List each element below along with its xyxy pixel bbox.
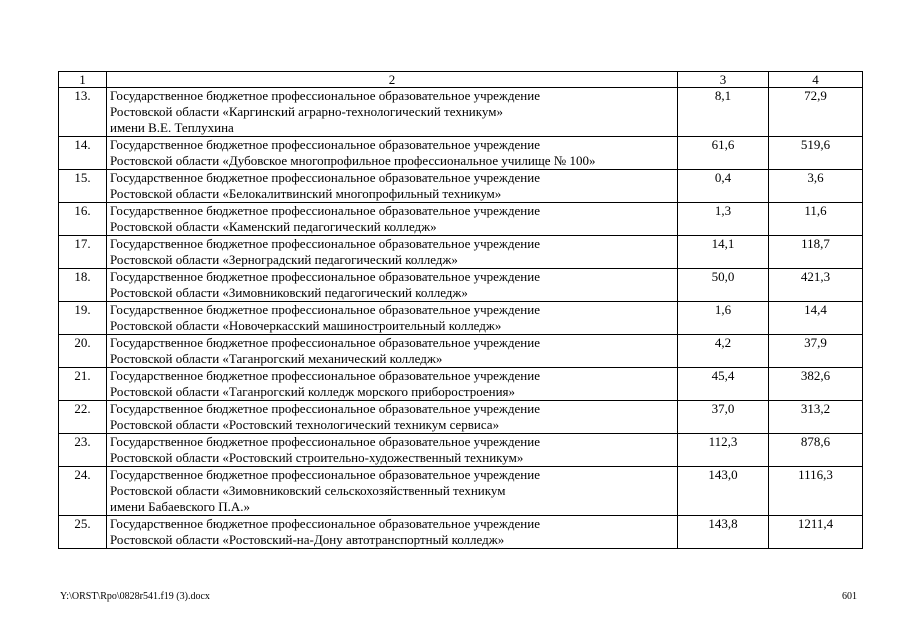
institution-name-line: Ростовской области «Зимовниковский сельскохозяйственный техникум [110, 483, 506, 498]
row-number-cell: 19. [59, 302, 107, 335]
row-number-cell: 15. [59, 170, 107, 203]
value-col3-cell: 1,3 [678, 203, 769, 236]
institution-name-cell [107, 467, 678, 516]
institution-name-line: Государственное бюджетное профессиональное образовательное учреждение [110, 467, 540, 482]
value-col4-cell: 72,9 [769, 88, 863, 137]
table-row [59, 236, 863, 269]
institution-name-cell [107, 88, 678, 137]
table-row [59, 368, 863, 401]
institution-name-line: Государственное бюджетное профессиональное образовательное учреждение [110, 401, 540, 416]
institution-name-cell [107, 368, 678, 401]
header-cell-3: 3 [678, 72, 769, 88]
value-col3-cell: 14,1 [678, 236, 769, 269]
institution-name-cell [107, 137, 678, 170]
institution-name-cell [107, 434, 678, 467]
institution-name-cell [107, 269, 678, 302]
value-col4-cell: 118,7 [769, 236, 863, 269]
value-col4-cell: 313,2 [769, 401, 863, 434]
institution-name-line: Государственное бюджетное профессиональное образовательное учреждение [110, 88, 540, 103]
row-number-cell: 24. [59, 467, 107, 516]
value-col4-cell: 14,4 [769, 302, 863, 335]
row-number-cell: 18. [59, 269, 107, 302]
institution-name-line: Ростовской области «Дубовское многопрофильное профессиональное училище № 100» [110, 153, 596, 168]
institution-name-line: Государственное бюджетное профессиональное образовательное учреждение [110, 170, 540, 185]
institution-name-line: Ростовской области «Зимовниковский педагогический колледж» [110, 285, 468, 300]
table-row [59, 467, 863, 516]
institution-name-line: Ростовской области «Ростовский строительно-художественный техникум» [110, 450, 524, 465]
institution-name-line: Ростовской области «Новочеркасский машиностроительный колледж» [110, 318, 502, 333]
institution-name-line: Государственное бюджетное профессиональное образовательное учреждение [110, 516, 540, 531]
institution-name-line: Государственное бюджетное профессиональное образовательное учреждение [110, 335, 540, 350]
row-number-cell: 13. [59, 88, 107, 137]
table-row [59, 269, 863, 302]
table-row [59, 302, 863, 335]
table-row [59, 170, 863, 203]
institution-name-line: Ростовской области «Каргинский аграрно-технологический техникум» [110, 104, 503, 119]
value-col3-cell: 143,0 [678, 467, 769, 516]
institution-name-line: Ростовской области «Ростовский-на-Дону автотранспортный колледж» [110, 532, 505, 547]
value-col3-cell: 0,4 [678, 170, 769, 203]
value-col3-cell: 50,0 [678, 269, 769, 302]
table-row [59, 401, 863, 434]
value-col4-cell: 421,3 [769, 269, 863, 302]
row-number-cell: 21. [59, 368, 107, 401]
row-number-cell: 14. [59, 137, 107, 170]
value-col4-cell: 519,6 [769, 137, 863, 170]
row-number-cell: 22. [59, 401, 107, 434]
value-col3-cell: 45,4 [678, 368, 769, 401]
value-col4-cell: 37,9 [769, 335, 863, 368]
row-number-cell: 17. [59, 236, 107, 269]
table-row [59, 137, 863, 170]
institution-name-cell [107, 302, 678, 335]
row-number-cell: 25. [59, 516, 107, 549]
institution-name-line: имени Бабаевского П.А.» [110, 499, 251, 514]
value-col4-cell: 11,6 [769, 203, 863, 236]
value-col4-cell: 1211,4 [769, 516, 863, 549]
institution-name-cell [107, 335, 678, 368]
value-col3-cell: 4,2 [678, 335, 769, 368]
value-col3-cell: 8,1 [678, 88, 769, 137]
institution-name-line: Государственное бюджетное профессиональное образовательное учреждение [110, 368, 540, 383]
header-cell-2: 2 [107, 72, 678, 88]
institution-name-line: Ростовской области «Таганрогский механический колледж» [110, 351, 443, 366]
row-number-cell: 20. [59, 335, 107, 368]
institution-name-cell [107, 236, 678, 269]
header-cell-4: 4 [769, 72, 863, 88]
institution-name-line: Ростовской области «Ростовский технологический техникум сервиса» [110, 417, 500, 432]
table-row [59, 516, 863, 549]
institution-name-cell [107, 401, 678, 434]
institution-name-line: Ростовской области «Белокалитвинский многопрофильный техникум» [110, 186, 502, 201]
value-col3-cell: 143,8 [678, 516, 769, 549]
value-col3-cell: 61,6 [678, 137, 769, 170]
table-row [59, 335, 863, 368]
header-cell-1: 1 [59, 72, 107, 88]
data-table [58, 71, 863, 549]
institution-name-line: Ростовской области «Каменский педагогический колледж» [110, 219, 437, 234]
table-row [59, 88, 863, 137]
institution-name-line: Государственное бюджетное профессиональное образовательное учреждение [110, 137, 540, 152]
value-col3-cell: 37,0 [678, 401, 769, 434]
value-col3-cell: 1,6 [678, 302, 769, 335]
footer-page-number: 601 [842, 591, 857, 602]
institution-name-line: имени В.Е. Теплухина [110, 120, 234, 135]
table-body [59, 72, 863, 549]
value-col4-cell: 3,6 [769, 170, 863, 203]
table-row [59, 434, 863, 467]
institution-name-line: Государственное бюджетное профессиональное образовательное учреждение [110, 269, 540, 284]
row-number-cell: 16. [59, 203, 107, 236]
footer-file-path: Y:\ORST\Rpo\0828r541.f19 (3).docx [60, 591, 210, 602]
institution-name-cell [107, 170, 678, 203]
institution-name-cell [107, 203, 678, 236]
table-header-row [59, 72, 863, 88]
table-row [59, 203, 863, 236]
institution-name-line: Ростовской области «Зерноградский педагогический колледж» [110, 252, 458, 267]
value-col3-cell: 112,3 [678, 434, 769, 467]
institution-name-line: Ростовской области «Таганрогский колледж морского приборостроения» [110, 384, 516, 399]
institution-name-cell [107, 516, 678, 549]
institution-name-line: Государственное бюджетное профессиональное образовательное учреждение [110, 434, 540, 449]
institution-name-line: Государственное бюджетное профессиональное образовательное учреждение [110, 302, 540, 317]
value-col4-cell: 1116,3 [769, 467, 863, 516]
value-col4-cell: 878,6 [769, 434, 863, 467]
value-col4-cell: 382,6 [769, 368, 863, 401]
row-number-cell: 23. [59, 434, 107, 467]
institution-name-line: Государственное бюджетное профессиональное образовательное учреждение [110, 236, 540, 251]
institution-name-line: Государственное бюджетное профессиональное образовательное учреждение [110, 203, 540, 218]
